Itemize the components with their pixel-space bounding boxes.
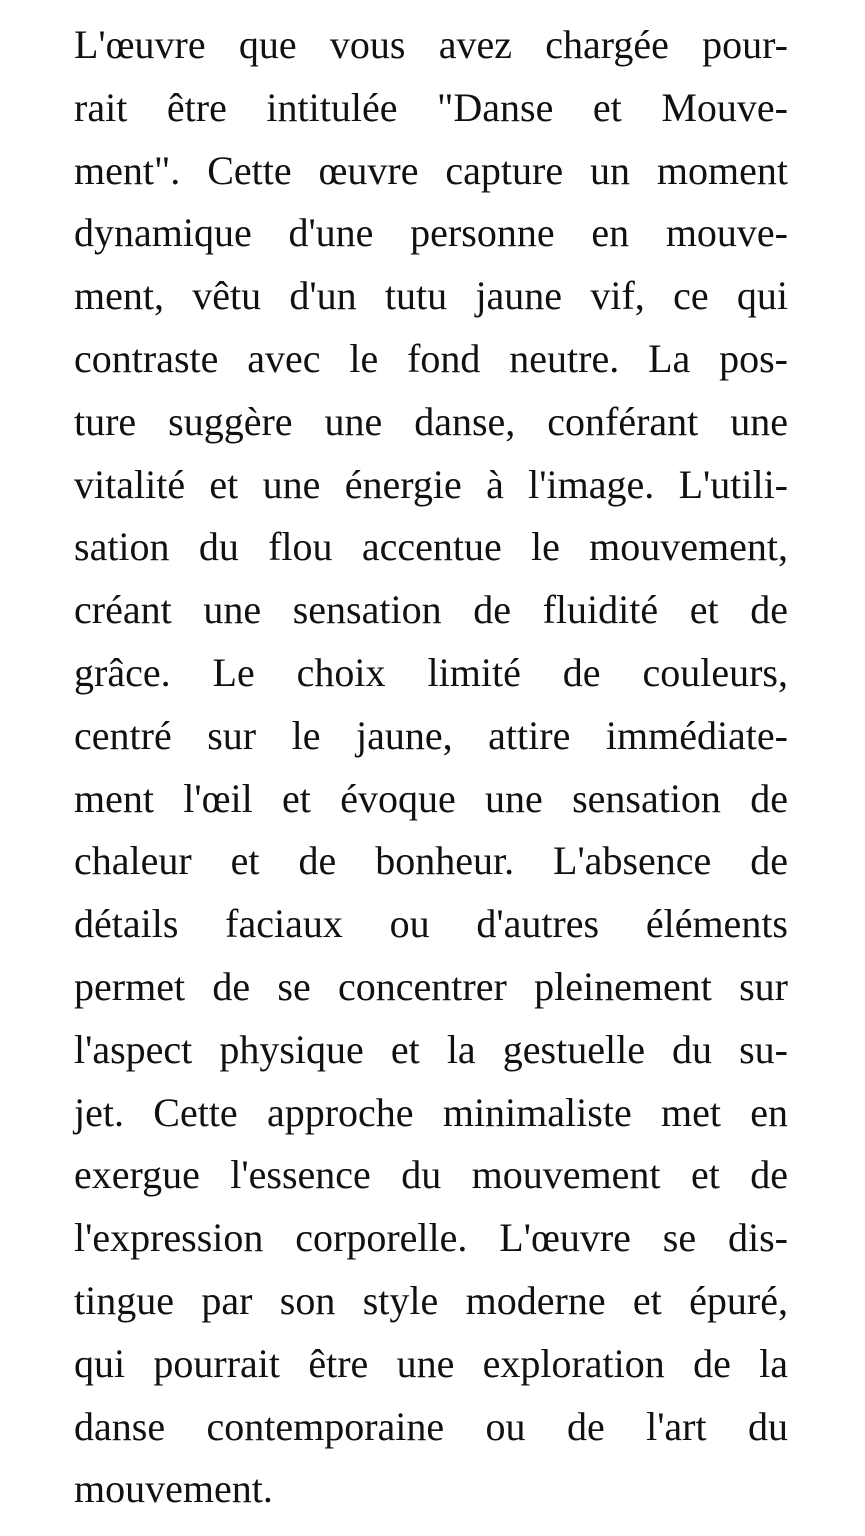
paragraph-line: ment, vêtu d'un tutu jaune vif, ce qui bbox=[74, 273, 788, 319]
paragraph-line: grâce. Le choix limité de couleurs, bbox=[74, 649, 788, 695]
paragraph-line: centré sur le jaune, attire immédiate- bbox=[74, 712, 788, 758]
paragraph-line: sation du flou accentue le mouvement, bbox=[74, 524, 788, 570]
document-page bbox=[74, 14, 788, 1521]
paragraph-line: détails faciaux ou d'autres éléments bbox=[74, 901, 788, 947]
paragraph-line: exergue l'essence du mouvement et de bbox=[74, 1152, 788, 1198]
paragraph-line: mouvement. bbox=[74, 1466, 273, 1512]
paragraph-line: créant une sensation de fluidité et de bbox=[74, 587, 788, 633]
paragraph-line: ment". Cette œuvre capture un moment bbox=[74, 147, 788, 193]
paragraph-line: ture suggère une danse, conférant une bbox=[74, 398, 788, 444]
paragraph-line: permet de se concentrer pleinement sur bbox=[74, 963, 788, 1009]
paragraph-line: l'expression corporelle. L'œuvre se dis- bbox=[74, 1215, 788, 1261]
paragraph-line: qui pourrait être une exploration de la bbox=[74, 1340, 788, 1386]
paragraph-line: vitalité et une énergie à l'image. L'utili- bbox=[74, 461, 788, 507]
paragraph-line: L'œuvre que vous avez chargée pour- bbox=[74, 22, 788, 67]
paragraph-line: dynamique d'une personne en mouve- bbox=[74, 210, 788, 256]
paragraph-line: chaleur et de bonheur. L'absence de bbox=[74, 838, 788, 884]
artwork-description-paragraph bbox=[74, 14, 788, 1521]
paragraph-line: l'aspect physique et la gestuelle du su- bbox=[74, 1026, 788, 1072]
paragraph-line: rait être intitulée "Danse et Mouve- bbox=[74, 84, 788, 130]
paragraph-line: tingue par son style moderne et épuré, bbox=[74, 1277, 788, 1323]
paragraph-line: ment l'œil et évoque une sensation de bbox=[74, 775, 788, 821]
paragraph-line: danse contemporaine ou de l'art du bbox=[74, 1403, 788, 1449]
paragraph-line: jet. Cette approche minimaliste met en bbox=[74, 1089, 788, 1135]
paragraph-line: contraste avec le fond neutre. La pos- bbox=[74, 335, 788, 381]
